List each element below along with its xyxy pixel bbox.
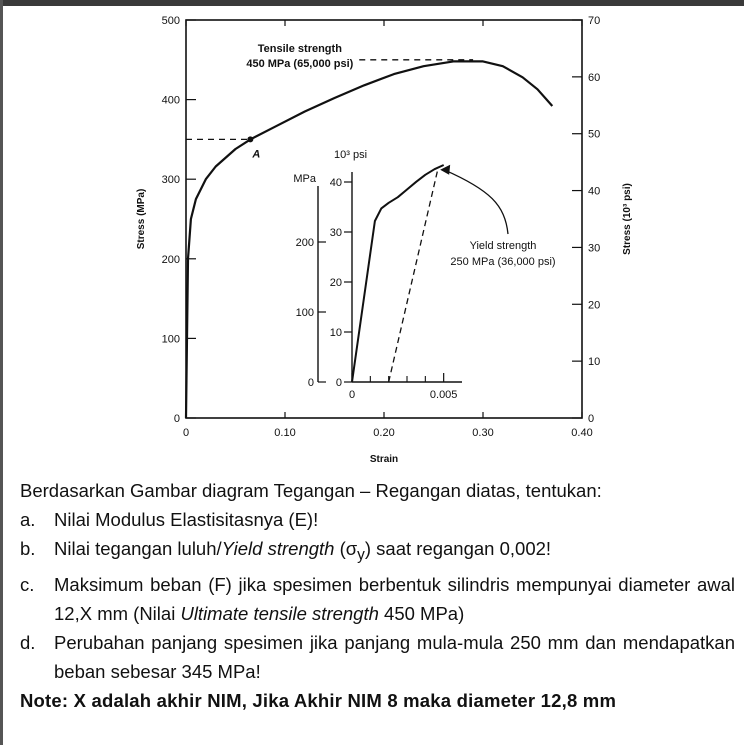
question-item-a [20, 505, 735, 534]
x-tick-label: 0.40 [571, 427, 593, 439]
inset-right-unit-label: 10³ psi [334, 149, 368, 161]
y-right-tick-label: 0 [588, 413, 595, 425]
inset-y-left-tick-label: 200 [295, 237, 314, 249]
offset-line-0002 [389, 168, 439, 382]
inset-y-right-tick-label: 30 [329, 227, 342, 239]
item-text-part: ) saat regangan 0,002! [364, 538, 552, 559]
x-tick-label: 0.10 [274, 427, 296, 439]
item-letter: a. [20, 509, 36, 530]
inset-y-right-tick-label: 10 [329, 327, 342, 339]
inset-y-right-tick-label: 0 [335, 377, 342, 389]
y-right-tick-label: 20 [588, 299, 601, 312]
note-text: Note: X adalah akhir NIM, Jika Akhir NIM 8 maka diameter 12,8 mm [20, 689, 617, 711]
x-tick-label: 0.20 [373, 427, 395, 439]
inset-x-tick-label: 0 [348, 389, 356, 401]
y-left-tick-label: 0 [173, 413, 180, 425]
y-right-tick-label: 10 [588, 356, 601, 369]
item-letter: d. [20, 631, 36, 653]
item-text-part: 450 MPa) [378, 602, 465, 624]
inset-y-left-tick-label: 0 [307, 377, 314, 389]
y-right-tick-label: 50 [588, 128, 601, 141]
question-intro: Berdasarkan Gambar diagram Tegangan – Regangan diatas, tentukan: [20, 480, 602, 501]
sigma-subscript: y [357, 546, 365, 564]
inset-left-unit-label: MPa [293, 173, 316, 185]
y-right-axis-title: Stress (10³ psi) [622, 183, 633, 255]
inset-y-left-tick-label: 100 [295, 307, 314, 319]
question-list [20, 505, 735, 686]
x-tick-label: 0 [182, 427, 190, 439]
item-text-part: Maksimum beban (F) jika spesimen berbentuk silindris mempunyai diameter awal 12,X mm (Nilai [54, 573, 735, 624]
inset-curve [352, 165, 444, 382]
point-a-marker [247, 136, 253, 142]
x-tick-label: 0.30 [472, 427, 494, 439]
item-text [54, 534, 735, 570]
item-text-italic: Ultimate tensile strength [180, 602, 379, 624]
tensile-strength-value: 450 MPa (65,000 psi) [246, 57, 354, 70]
item-text [54, 570, 735, 628]
y-left-tick-label: 400 [161, 94, 180, 107]
question-item-d [20, 628, 735, 686]
inset-y-right-tick-label: 40 [329, 177, 342, 189]
item-text-italic: Yield strength [221, 538, 335, 559]
item-text: Perubahan panjang spesimen jika panjang mula-mula 250 mm dan mendapatkan beban sebesar 345 MPa! [54, 631, 735, 682]
question-item-c [20, 570, 735, 628]
point-a-label: A [252, 148, 261, 161]
inset-y-right-tick-label: 20 [329, 277, 342, 289]
item-text: Nilai Modulus Elastisitasnya (E)! [54, 509, 319, 530]
question-item-b [20, 534, 735, 570]
y-right-tick-label: 70 [588, 15, 601, 27]
yield-strength-arrow [444, 170, 508, 234]
y-right-tick-label: 30 [588, 242, 601, 255]
y-left-tick-label: 500 [161, 15, 180, 27]
y-right-tick-label: 60 [588, 71, 601, 84]
y-left-tick-label: 200 [161, 253, 180, 266]
yield-strength-value: 250 MPa (36,000 psi) [450, 256, 556, 268]
yield-strength-label: Yield strength [469, 240, 537, 252]
y-left-axis-title: Stress (MPa) [136, 188, 147, 250]
item-text-part: Nilai tegangan luluh/ [54, 538, 222, 559]
x-axis-title: Strain [369, 454, 399, 465]
inset-x-tick-label: 0.005 [429, 389, 458, 401]
item-letter: b. [20, 538, 36, 559]
tensile-strength-label: Tensile strength [257, 42, 342, 55]
y-right-tick-label: 40 [588, 185, 601, 198]
plot-frame [186, 20, 582, 418]
y-left-tick-label: 300 [161, 174, 180, 187]
item-letter: c. [20, 573, 35, 595]
item-text-part: (σ [334, 538, 358, 559]
y-left-tick-label: 100 [161, 333, 180, 346]
question-block [20, 476, 735, 715]
